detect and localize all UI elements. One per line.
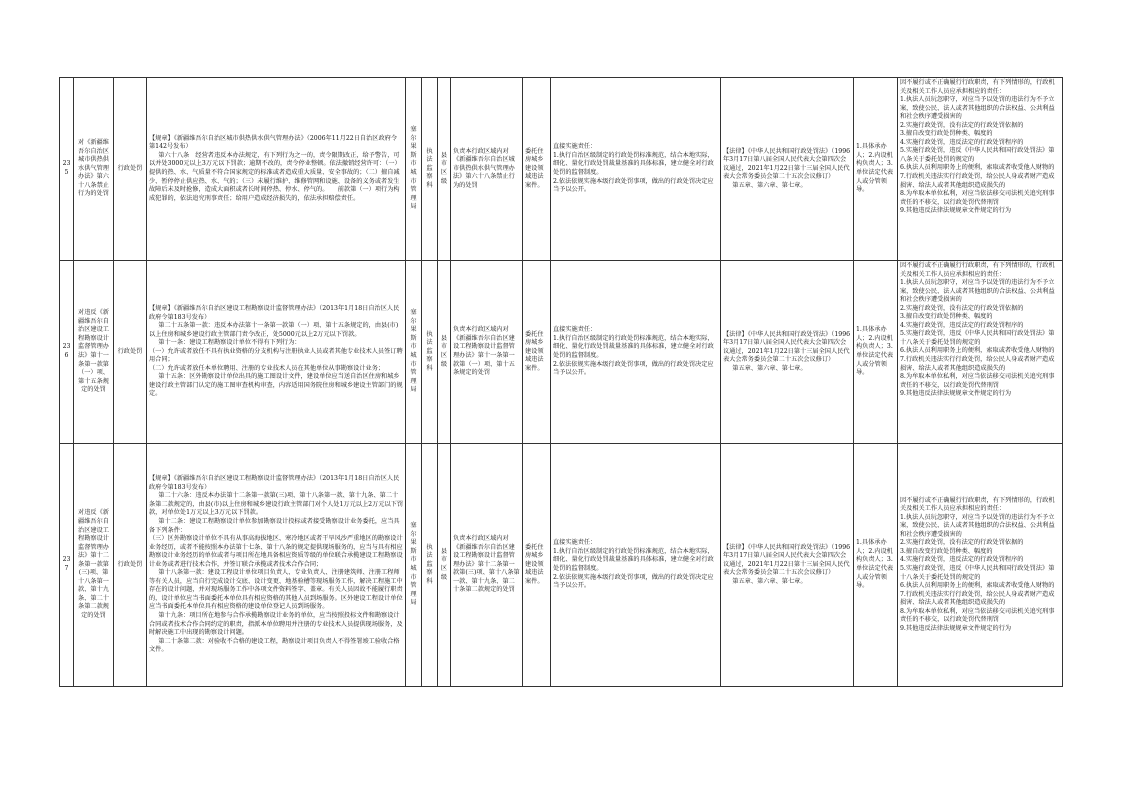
liability-line: 3.擅自改变行政处罚种类、幅度的 — [900, 547, 993, 555]
basis-line: 第十一条：建设工程勘察设计单位不得有下列行为： — [158, 339, 301, 347]
duty-basis — [721, 261, 854, 444]
liability-line: 2.实施行政处罚，没有法定的行政处罚依据的 — [900, 121, 1024, 129]
liability — [898, 444, 1063, 687]
duty-line: 直接实施责任： — [553, 143, 597, 151]
table-row — [60, 261, 1063, 444]
liability-line: 6.执法人员利用职务上的便利，索取或者收受他人财物的 — [900, 582, 1055, 590]
duty-line: 2.依法依规实施本级行政处罚事项，做出的行政处罚决定应当予以公开。 — [553, 573, 714, 590]
implementing-body: 执法监察科 — [422, 444, 438, 687]
legal-basis — [147, 78, 406, 261]
basis-line: 第十二条：建设工程勘察设计单位参加勘察设计投标或者接受勘察设计业务委托，应当具备下列条件： — [149, 517, 400, 534]
basis-line: （二）允许或者放任本单位聘用、注册的专业技术人员在其他单位从事勘察设计业务； — [149, 364, 385, 372]
level: 县市区级 — [438, 444, 451, 687]
basis-line: 【规章】《新疆维吾尔自治区建设工程勘察设计监督管理办法》（2013年1月18日自治区人民政府令第183号发布） — [149, 304, 400, 321]
item-name: 对违反《新疆维吾尔自治区建设工程勘察设计监督管理办法》第十二条第一款第(三)项、第十八条第一款、第十九条、第二十条第二款规定的处罚 — [74, 444, 114, 687]
responsible-subject: 1.具体承办人；2.内设机构负责人；3.单位法定代表人或分管领导。 — [854, 444, 898, 687]
basis-line: 第二十条第二款：对验收不合格的建设工程，勘察设计项目负责人不得签署竣工验收合格文件。 — [149, 637, 400, 654]
duty-line: 2.依法依规实施本级行政处罚事项，做出的行政处罚决定应当予以公开。 — [553, 177, 714, 194]
liability-line: 7.行政机关违法实行行政处罚，给公民人身或者财产造成损害、给法人或者其他组织造成损失的 — [900, 590, 1055, 607]
liability-line: 2.实施行政处罚，没有法定的行政处罚依据的 — [900, 304, 1024, 312]
liability-line: 5.实施行政处罚，违反《中华人民共和国行政处罚法》第八条关于委托处罚的规定的 — [900, 147, 1055, 163]
duty — [551, 78, 721, 261]
basis-line: （一）允许或者放任不具有执业资格的分支机构与注册执业人员或者其他专业技术人员签订聘用合同； — [149, 347, 403, 364]
duty — [551, 444, 721, 687]
item-type: 行政处罚 — [114, 444, 147, 687]
liability-line: 因不履行或不正确履行行政职责，有下列情形的，行政机关及相关工作人员应承担相应的责任： — [900, 262, 1055, 278]
row-number: 237 — [60, 444, 74, 687]
liability-line: 2.实施行政处罚，没有法定的行政处罚依据的 — [900, 539, 1024, 547]
liability-line: 1.执法人员玩忽职守，对应当予以处罚的违法行为不予立案，致使公民、法人或者其他组织的合法权益、公共利益和社会秩序遭受损害的 — [900, 96, 1055, 121]
basis-line: 第六十八条 经营者违反本办法规定，有下列行为之一的，责令限期改正，给予警告，可以并处3000元以上3万元以下罚款；逾期不改的，责令停业整顿。依法撤销经营许可：（一）提供的热、水、气质量不符合国家规定的标准或者造成重大质量、安全事故的；（二）擅自减少、暂停停止供应热、水、气的；（三）未履行维护、维修管网和设施、设备的义务或者发生故障后未及时抢修，造成大面积或者长时间停热、停水、停气的。 前款第（一）项行为构成犯罪的，依法追究刑事责任；给用户造成经济损失的，依法承担赔偿责任。 — [149, 151, 401, 202]
basis-line: 第二十六条：违反本办法第十二条第一款第(三)项、第十八条第一款、第十九条、第二十条第二款规定的，由县(市)以上住房和城乡建设行政主管部门对个人处1万元以上2万元以下罚款，对单位处1万元以上3万元以下罚款。 — [149, 492, 404, 517]
liability — [898, 78, 1063, 261]
responsible-subject: 1.具体承办人；2.内设机构负责人；3.单位法定代表人或分管领导。 — [854, 78, 898, 261]
responsible-subject: 1.具体承办人；2.内设机构负责人；3.单位法定代表人或分管领导。 — [854, 261, 898, 444]
liability-line: 3.擅自改变行政处罚种类、幅度的 — [900, 130, 993, 138]
liability-line: 8.为牟取本单位私利，对应当依法移交司法机关追究刑事责任的不移交，以行政处罚代替刑罚 — [900, 190, 1055, 206]
item-type: 行政处罚 — [114, 261, 147, 444]
liability-line: 1.执法人员玩忽职守，对应当予以处罚的违法行为不予立案，致使公民、法人或者其他组织的合法权益、公共利益和社会秩序遭受损害的 — [900, 513, 1055, 538]
liability-line: 7.行政机关违法实行行政处罚，给公民人身或者财产造成损害、给法人或者其他组织造成损失的 — [900, 173, 1055, 189]
duty-line: 1.执行自治区级制定的行政处罚标准规范，结合本地实际，细化、量化行政处罚裁量基准的具体标准，建立健全对行政处罚的监督制度。 — [553, 547, 714, 572]
law-line: 【法律】《中华人民共和国行政处罚法》（1996年3月17日第八届全国人民代表大会第四次会议通过，2021年1月22日第十三届全国人民代表大会常务委员会第二十五次会议修订） — [723, 147, 851, 181]
legal-basis — [147, 261, 406, 444]
level: 县市区级 — [438, 261, 451, 444]
basis-line: 第十九条：项目所在地参与合作承揽勘察设计业务的单位，应当按照投标文件和勘察设计合同或者技术合作合同约定的职责，指派本单位聘用并注册的专业技术人员提供现场服务，及时解决施工中出现的勘察设计问题。 — [149, 612, 403, 637]
law-line: 【法律】《中华人民共和国行政处罚法》（1996年3月17日第八届全国人民代表大会第四次会议通过，2021年1月22日第十三届全国人民代表大会常务委员会第二十五次会议修订） — [723, 330, 851, 364]
liability-line: 9.其他违反法律法规规章文件规定的行为 — [900, 207, 1012, 215]
liability-line: 3.擅自改变行政处罚种类、幅度的 — [900, 313, 993, 321]
basis-line: 第十八条第一款：建设工程设计单位项目负责人、专业负责人、注册建筑师、注册工程师等有关人员，应当自行完成设计交底、设计变更、地基验槽等现场服务工作，解决工程施工中存在的设计问题，并对现场服务工作中各项文件资料签字、盖章。有关人员因故不能履行职责的，设计单位应当书面委托本单位具有相应资格的其他人员到场服务。区外建设工程设计单位应当书面委托本单位具有相应资格的建设单位登记人员到场服务。 — [149, 569, 403, 611]
liability-line: 9.其他违反法律法规规章文件规定的行为 — [900, 624, 1012, 632]
legal-basis — [147, 444, 406, 687]
item-name: 对《新疆维吾尔自治区城市供热供水供气管理办法》第六十八条禁止行为的处罚 — [74, 78, 114, 261]
liability-line: 4.实施行政处罚，违反法定的行政处罚程序的 — [900, 321, 1024, 329]
duty-line: 1.执行自治区级制定的行政处罚标准规范，结合本地实际，细化、量化行政处罚裁量基准的具体标准，建立健全对行政处罚的监督制度。 — [553, 151, 714, 176]
item-name: 对违反《新疆维吾尔自治区建设工程勘察设计监督管理办法》第十一条第一款第（一）项、第十五条规定的处罚 — [74, 261, 114, 444]
liability-line: 8.为牟取本单位私利，对应当依法移交司法机关追究刑事责任的不移交，以行政处罚代替刑罚 — [900, 373, 1055, 389]
basis-line: 【规章】《新疆维吾尔自治区建设工程勘察设计监督管理办法》（2013年1月18日自治区人民政府令第183号发布） — [149, 475, 400, 491]
duty-basis — [721, 444, 854, 687]
liability-line: 4.实施行政处罚，违反法定的行政处罚程序的 — [900, 138, 1024, 146]
law-line: 【法律】《中华人民共和国行政处罚法》（1996年3月17日第八届全国人民代表大会第四次会议通过，2021年1月22日第十三届全国人民代表大会常务委员会第二十五次会议修订） — [723, 543, 851, 577]
liability-line: 9.其他违反法律法规规章文件规定的行为 — [900, 390, 1012, 398]
liability-line: 因不履行或不正确履行行政职责，有下列情形的，行政机关及相关工作人员应承担相应的责任： — [900, 79, 1055, 95]
liability-line: 6.执法人员利用职务上的便利，索取或者收受他人财物的 — [900, 164, 1055, 172]
basis-line: （三）区外勘察设计单位不具有从事高海拔地区、寒冷地区或者干旱风沙严重地区的勘察设计业务经历，或者不能按照本办法第十七条、第十八条的规定提供现场服务的，应当与具有相应勘察设计业务经历的单位或者与项目所在地具备相应资质等级的单位联合承揽建设工程勘察设计业务或者进行技术合作，并签订联合承揽或者技术合作合同； — [149, 535, 403, 568]
row-number: 235 — [60, 78, 74, 261]
duty-basis — [721, 78, 854, 261]
duty-line: 直接实施责任： — [553, 326, 597, 334]
scope: 负责本行政区域内对《新疆维吾尔自治区建设工程勘察设计监督管理办法》第十二条第一款第(三)项、第十八条第一款、第十九条、第二十条第二款规定的处罚 — [451, 444, 523, 687]
cooperation: 委托住房城乡建设领域违法案件。 — [523, 78, 551, 261]
cooperation: 委托住房城乡建设领域违法案件。 — [523, 444, 551, 687]
level: 县市区级 — [438, 78, 451, 261]
row-number: 236 — [60, 261, 74, 444]
liability-line: 因不履行或不正确履行行政职责，有下列情形的，行政机关及相关工作人员应承担相应的责任： — [900, 496, 1055, 513]
liability-line: 6.执法人员利用职务上的便利，索取或者收受他人财物的 — [900, 347, 1055, 355]
table-row — [60, 444, 1063, 687]
duty-line: 2.依法依规实施本级行政处罚事项，做出的行政处罚决定应当予以公开。 — [553, 360, 714, 377]
law-line: 第五章、第六章、第七章。 — [732, 364, 807, 372]
basis-line: 【规章】《新疆维吾尔自治区城市供热供水供气管理办法》（2006年11月22日自治区政府令第142号发布） — [149, 134, 398, 151]
liability-line: 4.实施行政处罚，违反法定的行政处罚程序的 — [900, 556, 1024, 564]
liability — [898, 261, 1063, 444]
department: 塞尔果斯市城市管理局 — [406, 261, 422, 444]
scope: 负责本行政区域内对《新疆维吾尔自治区建设工程勘察设计监督管理办法》第十一条第一款第（一）项、第十五条规定的处罚 — [451, 261, 523, 444]
liability-line: 7.行政机关违法实行行政处罚，给公民人身或者财产造成损害、给法人或者其他组织造成损失的 — [900, 356, 1055, 372]
basis-line: 第二十五条第一款：违反本办法第十一条第一款第（一）项、第十五条规定的，由县(市)以上住房和城乡建设行政主管部门责令改正，处5000元以上2万元以下罚款。 — [149, 322, 399, 338]
table-row — [60, 78, 1063, 261]
scope: 负责本行政区域内对《新疆维吾尔自治区城市供热供水供气管理办法》第六十八条禁止行为的处罚 — [451, 78, 523, 261]
duty-line: 1.执行自治区级制定的行政处罚标准规范，结合本地实际，细化、量化行政处罚裁量基准的具体标准，建立健全对行政处罚的监督制度。 — [553, 334, 714, 359]
law-line: 第五章、第六章、第七章。 — [732, 577, 807, 585]
implementing-body: 执法监察科 — [422, 261, 438, 444]
power-list-table — [59, 77, 1063, 687]
basis-line: 第十五条：区外勘察设计单位出具的施工图设计文件，建设单位应当送自治区住房和城乡建设行政主管部门认定的施工图审查机构审查，内容适用国务院住房和城乡建设主管部门的规定。 — [149, 373, 403, 398]
liability-line: 5.实施行政处罚，违反《中华人民共和国行政处罚法》第十八条关于委托处罚的规定的 — [900, 565, 1055, 581]
department: 塞尔果斯市城市管理局 — [406, 78, 422, 261]
duty-line: 直接实施责任： — [553, 539, 597, 547]
law-line: 第五章、第六章、第七章。 — [732, 181, 807, 189]
liability-line: 1.执法人员玩忽职守，对应当予以处罚的违法行为不予立案，致使公民、法人或者其他组织的合法权益、公共利益和社会秩序遭受损害的 — [900, 279, 1055, 304]
cooperation: 委托住房城乡建设领域违法案件。 — [523, 261, 551, 444]
liability-line: 5.实施行政处罚，违反《中华人民共和国行政处罚法》第十八条关于委托处罚的规定的 — [900, 330, 1055, 346]
item-type: 行政处罚 — [114, 78, 147, 261]
department: 塞尔果斯市城市管理局 — [406, 444, 422, 687]
liability-line: 8.为牟取本单位私利，对应当依法移交司法机关追究刑事责任的不移交，以行政处罚代替刑罚 — [900, 607, 1055, 624]
implementing-body: 执法监察科 — [422, 78, 438, 261]
duty — [551, 261, 721, 444]
